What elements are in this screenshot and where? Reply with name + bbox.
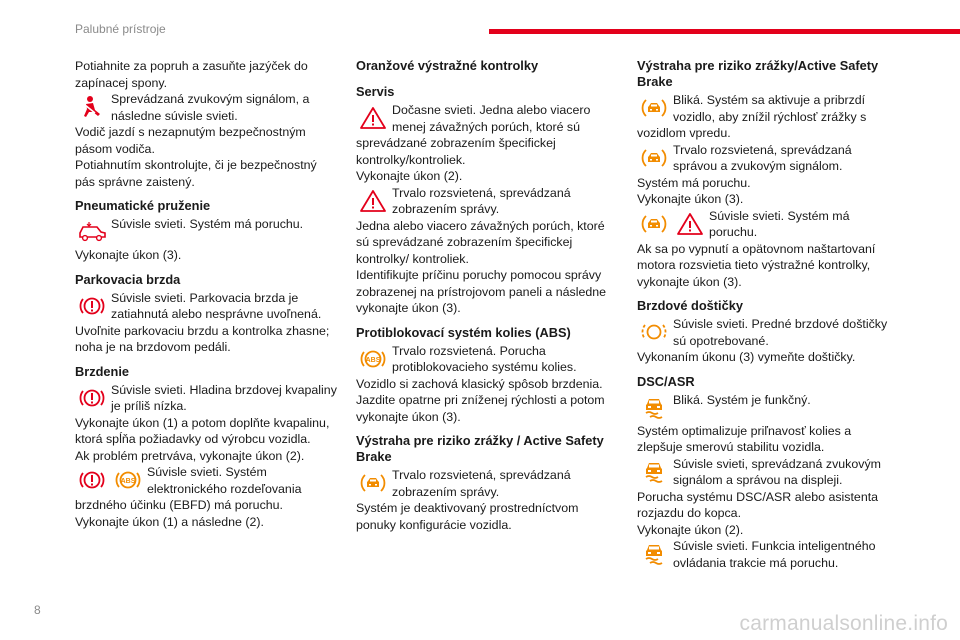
parking-brake-text: Súvisle svieti. Parkovacia brzda je zatiahnutá alebo nesprávne uvoľnená. — [111, 290, 322, 321]
dsc-text-2: Súvisle svieti, sprevádzaná zvukovým signálom a správou na displeji. — [673, 456, 881, 487]
header-accent-bar — [489, 29, 960, 34]
collision-after-mid: Systém je deaktivovaný prostredníctvom ponuky konfigurácie vozidla. — [356, 501, 579, 532]
column-right — [637, 58, 899, 571]
dsc-after: Systém optimalizuje priľnavosť kolies a zlepšuje smerovú stabilitu vozidla. — [637, 423, 852, 454]
air-suspension-text: Súvisle svieti. Systém má poruchu. — [111, 217, 304, 231]
seatbelt-warning-icon — [75, 92, 109, 122]
dsc-text-3: Súvisle svieti. Funkcia inteligentného ovládania trakcie má poruchu. — [673, 539, 876, 570]
dsc-after-3: Vykonajte úkon (2). — [637, 522, 744, 537]
abs-warning-icon — [111, 465, 145, 495]
service-text-2: Trvalo rozsvietená, sprevádzaná zobrazením správy. — [392, 185, 571, 216]
braking-after: Vykonajte úkon (1) a potom doplňte kvapalinu, ktorá spĺňa požiadavky od výrobcu vozidla. — [75, 415, 330, 446]
parking-brake-after: Uvoľnite parkovaciu brzdu a kontrolka zhasne; noha je na brzdovom pedáli. — [75, 323, 330, 354]
intro-text: Potiahnite za popruh a zasuňte jazýček do zapínacej spony. — [75, 59, 308, 90]
collision-after-right-3: Vykonajte úkon (3). — [637, 192, 744, 206]
abs-title: Protiblokovací systém kolies (ABS) — [356, 324, 571, 340]
braking-title: Brzdenie — [75, 363, 130, 379]
skidding-car-icon — [637, 457, 671, 487]
abs-after: Vozidlo si zachová klasický spôsob brzdenia. Jazdite opatrne pri zníženej rýchlosti a potom vykonajte úkon (3). — [356, 376, 605, 424]
page-number: 8 — [34, 603, 41, 617]
collision-warning-icon — [637, 209, 671, 239]
svg-text:ABS: ABS — [120, 478, 136, 485]
abs-entry — [356, 343, 618, 376]
collision-warning-icon — [356, 468, 390, 498]
collision-after-right-2: Systém má poruchu. — [637, 175, 751, 190]
collision-warning-icon — [637, 93, 671, 123]
column-middle — [356, 58, 618, 533]
parking-brake-entry — [75, 290, 337, 323]
ebfd-entry — [75, 464, 337, 514]
brake-pad-icon — [637, 317, 671, 347]
orange-warnings-heading: Oranžové výstražné kontrolky — [356, 58, 539, 73]
service-warning-icon — [356, 103, 390, 133]
service-after3: Identifikujte príčinu poruchy pomocou správy zobrazenej na prístrojovom paneli a následne vykonajte úkon (3). — [356, 268, 607, 315]
collision-text-right-3: Súvisle svieti. Systém má poruchu. — [709, 208, 850, 239]
parking-brake-icon — [75, 291, 109, 321]
dsc-title: DSC/ASR — [637, 373, 695, 389]
brake-pads-after: Vykonaním úkonu (3) vymeňte doštičky. — [637, 350, 856, 364]
service-entry — [356, 102, 618, 168]
air-suspension-title: Pneumatické pruženie — [75, 198, 211, 213]
seatbelt-after2: Potiahnutím skontrolujte, či je bezpečnostný pás správne zaistený. — [75, 158, 317, 189]
brake-pads-title: Brzdové doštičky — [637, 298, 743, 313]
collision-warning-icon — [637, 143, 671, 173]
dsc-entry-2 — [637, 456, 899, 489]
header-title: Palubné prístroje — [75, 22, 166, 36]
collision-title-right: Výstraha pre riziko zrážky/Active Safety Brake — [637, 58, 879, 89]
brake-warning-icon — [75, 383, 109, 413]
braking-after2: Ak problém pretrváva, vykonajte úkon (2). — [75, 448, 305, 463]
brake-warning-icon — [75, 465, 109, 495]
skidding-car-icon — [637, 393, 671, 423]
ebfd-text: Súvisle svieti. Systém elektronického rozdeľovania brzdného účinku (EBFD) má poruchu. — [75, 465, 302, 512]
braking-entry — [75, 382, 337, 415]
watermark: carmanualsonline.info — [739, 612, 948, 635]
dsc-entry — [637, 392, 899, 423]
collision-entry-right-2 — [637, 142, 899, 175]
service-title: Servis — [356, 84, 395, 99]
seatbelt-after: Vodič jazdí s nezapnutým bezpečnostným pásom vodiča. — [75, 125, 306, 156]
brake-pads-text: Súvisle svieti. Predné brzdové doštičky sú opotrebované. — [673, 317, 888, 348]
collision-title-mid: Výstraha pre riziko zrážky / Active Safety Brake — [356, 433, 604, 464]
parking-brake-title: Parkovacia brzda — [75, 271, 181, 287]
car-suspension-icon — [75, 217, 109, 247]
service-warning-icon — [673, 209, 707, 239]
svg-text:ABS: ABS — [365, 356, 381, 364]
collision-text-right-2: Trvalo rozsvietená, sprevádzaná správou a zvukovým signálom. — [673, 142, 852, 173]
ebfd-after: Vykonajte úkon (1) a následne (2). — [75, 514, 264, 529]
service-after2: Jedna alebo viacero závažných porúch, ktoré sú sprevádzané zobrazením špecifickej kontrolky/ kontroliek. — [356, 218, 605, 266]
dsc-after-2: Porucha systému DSC/ASR alebo asistenta rozjazdu do kopca. — [637, 489, 879, 520]
collision-text-right: Bliká. Systém sa aktivuje a pribrzdí vozidlo, aby znížil rýchlosť zrážky s vozidlom vpredu. — [637, 93, 867, 140]
collision-entry-right — [637, 92, 899, 142]
collision-entry-mid — [356, 467, 618, 500]
air-suspension-after: Vykonajte úkon (3). — [75, 248, 182, 262]
seatbelt-entry — [75, 91, 337, 124]
service-text: Dočasne svieti. Jedna alebo viacero menej závažných porúch, ktoré sú sprevádzané zobrazením špecifickej kontrolky/kontroliek. — [356, 103, 591, 167]
column-left — [75, 58, 337, 530]
collision-after-right-4: Ak sa po vypnutí a opätovnom naštartovaní motora rozsvietia tieto výstražné kontrolky, vykonajte úkon (3). — [637, 241, 876, 289]
brake-pads-entry — [637, 316, 899, 349]
abs-warning-icon — [356, 344, 390, 374]
dsc-entry-3 — [637, 538, 899, 571]
service-entry-2 — [356, 185, 618, 218]
seatbelt-text: Sprevádzaná zvukovým signálom, a následne súvisle svieti. — [111, 92, 310, 123]
abs-text: Trvalo rozsvietená. Porucha protiblokovacieho systému kolies. — [392, 343, 577, 374]
skidding-car-icon — [637, 539, 671, 569]
service-after: Vykonajte úkon (2). — [356, 169, 463, 183]
braking-text: Súvisle svieti. Hladina brzdovej kvapaliny je príliš nízka. — [111, 382, 337, 413]
service-warning-icon — [356, 186, 390, 216]
collision-text-mid: Trvalo rozsvietená, sprevádzaná zobrazením správy. — [392, 468, 571, 499]
air-suspension-entry — [75, 216, 337, 247]
dsc-text: Bliká. Systém je funkčný. — [673, 392, 811, 407]
collision-entry-right-3 — [637, 208, 899, 241]
